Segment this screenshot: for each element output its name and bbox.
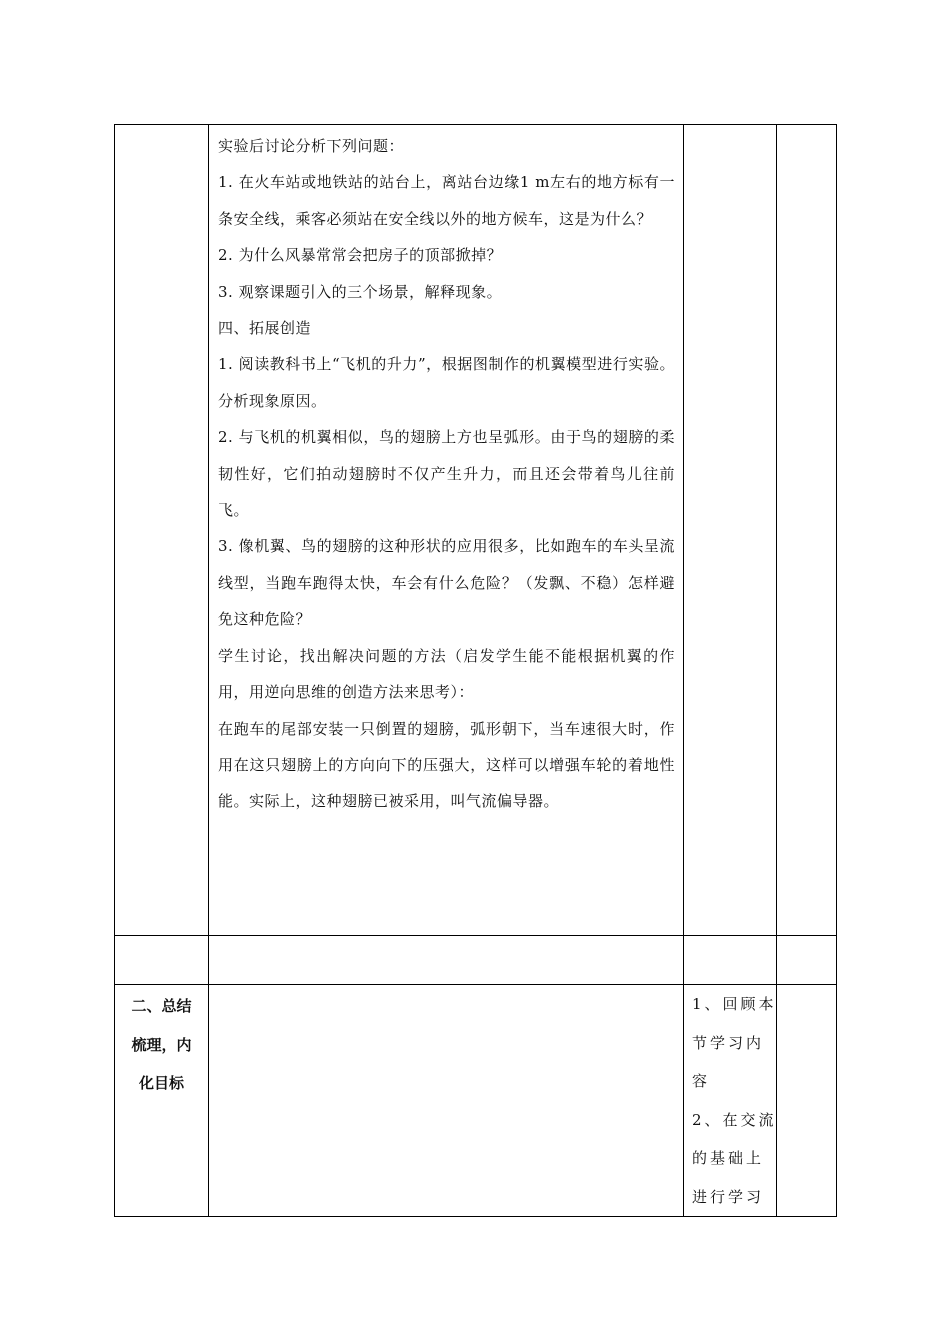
- experiment-discussion-text: [209, 125, 683, 820]
- note-cell-empty: [777, 985, 837, 1217]
- paragraph: 1. 在火车站或地铁站的站台上，离站台边缘1 m左右的地方标有一条安全线，乘客必须站在安全线以外的地方候车，这是为什么？: [218, 173, 675, 228]
- paragraph: 2. 为什么风暴常常会把房子的顶部掀掉？: [218, 246, 503, 265]
- table-row-summary: [115, 985, 837, 1217]
- stage-cell: [115, 985, 209, 1217]
- stage-cell-empty: [115, 125, 209, 936]
- activity-line: 的基础上: [692, 1149, 765, 1167]
- lesson-plan-table: [114, 124, 837, 1217]
- stage-title-line: 二、总结: [131, 997, 192, 1015]
- empty-cell: [209, 936, 684, 985]
- table-row-empty: [115, 936, 837, 985]
- paragraph: 3. 观察课题引入的三个场景，解释现象。: [218, 282, 503, 301]
- paragraph: 1. 阅读教科书上“飞机的升力”，根据图制作的机翼模型进行实验。分析现象原因。: [218, 355, 675, 410]
- stage-title-line: 化目标: [138, 1074, 184, 1092]
- paragraph: 在跑车的尾部安装一只倒置的翅膀，弧形朝下，当车速很大时，作用在这只翅膀上的方向向下的压强大，这样可以增强车轮的着地性能。实际上，这种翅膀已被采用，叫气流偏导器。: [218, 719, 675, 811]
- activity-line: 容: [692, 1072, 711, 1090]
- table-row-experiment: [115, 125, 837, 936]
- paragraph: 学生讨论，找出解决问题的方法（启发学生能不能根据机翼的作用，用逆向思维的创造方法来思考）：: [218, 646, 675, 702]
- activity-line: 1、回顾本: [692, 995, 777, 1013]
- section-heading: 四、拓展创造: [218, 319, 312, 338]
- paragraph: 3. 像机翼、鸟的翅膀的这种形状的应用很多，比如跑车的车头呈流线型，当跑车跑得太快，车会有什么危险？（发飘、不稳）怎样避免这种危险？: [218, 537, 675, 629]
- content-cell-empty: [209, 985, 684, 1217]
- note-cell-empty: [777, 125, 837, 936]
- activity-line: 节学习内: [692, 1033, 765, 1052]
- student-activity-cell-empty: [684, 125, 777, 936]
- student-activity-cell: [684, 985, 777, 1217]
- paragraph: 2. 与飞机的机翼相似，鸟的翅膀上方也呈弧形。由于鸟的翅膀的柔韧性好，它们拍动翅膀时不仅产生升力，而且还会带着鸟儿往前飞。: [218, 428, 675, 520]
- empty-cell: [777, 936, 837, 985]
- empty-cell: [115, 936, 209, 985]
- empty-cell: [684, 936, 777, 985]
- activity-line: 2、在交流: [692, 1110, 777, 1129]
- activity-line: 进行学习: [692, 1187, 765, 1206]
- content-cell: [209, 125, 684, 936]
- stage-title-line: 梳理，内: [131, 1035, 192, 1054]
- paragraph: 实验后讨论分析下列问题：: [218, 137, 405, 155]
- stage-title: [115, 985, 208, 1103]
- student-activity-text: [684, 985, 776, 1216]
